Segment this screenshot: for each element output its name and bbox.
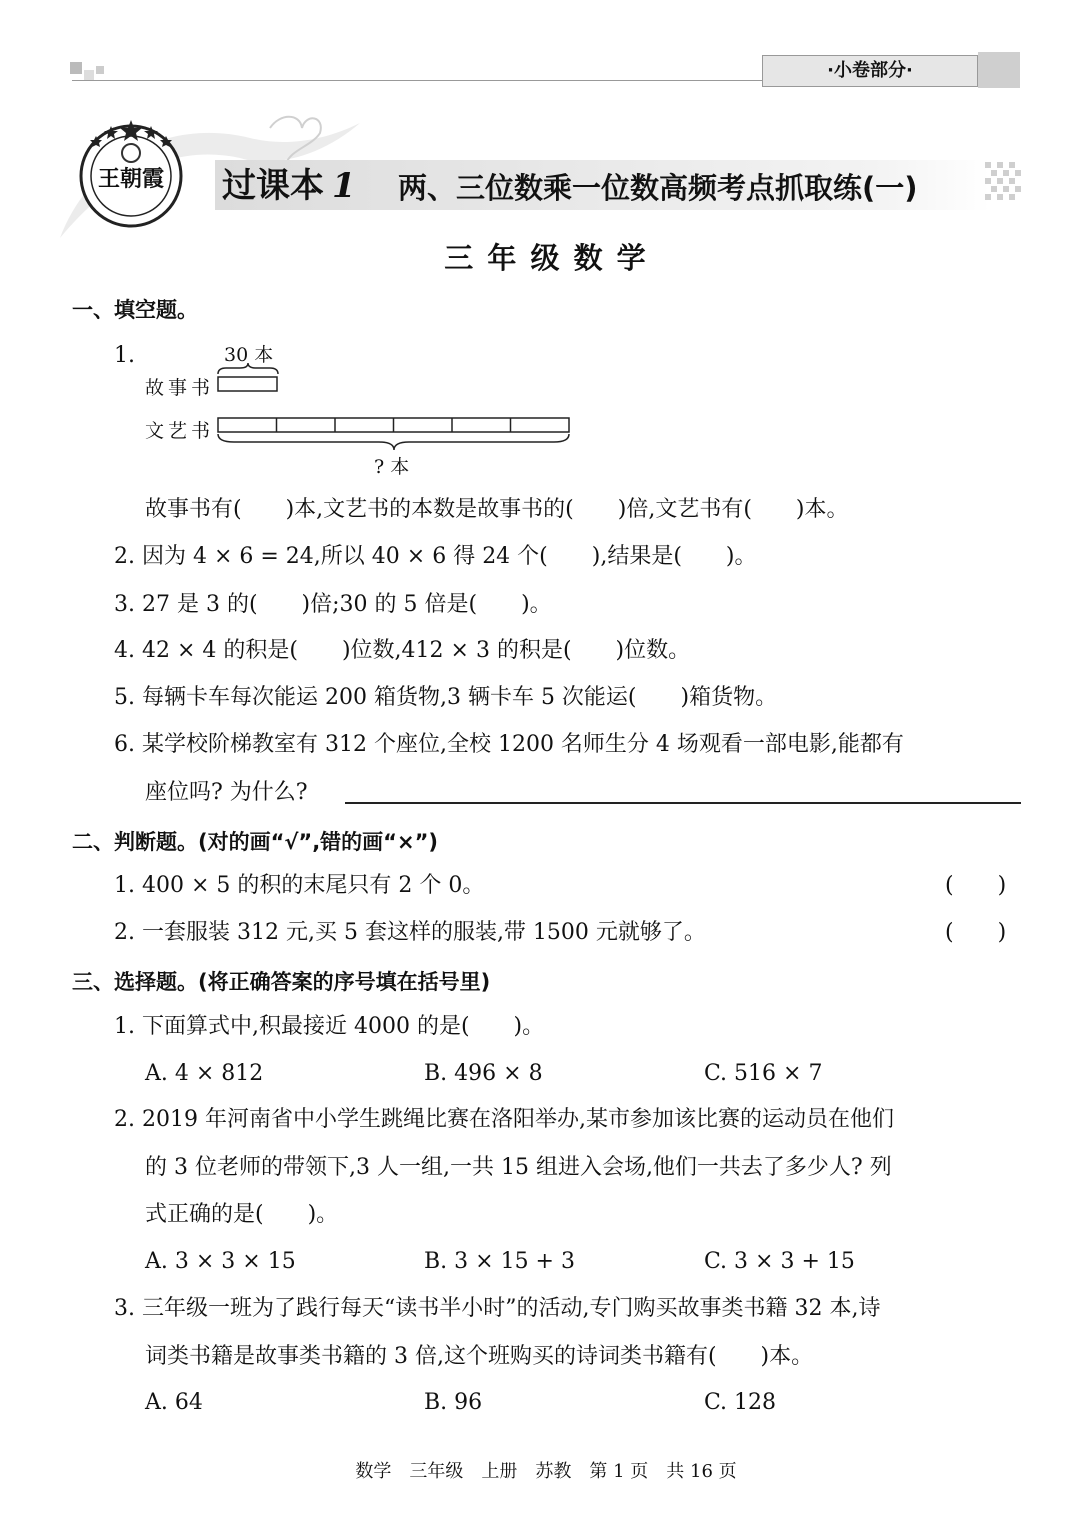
corner-decoration [70, 62, 82, 74]
q4-text: 4. 42 × 4 的积是( )位数,412 × 3 的积是( )位数。 [114, 638, 691, 663]
mc-q2-option-a[interactable]: A. 3 × 3 × 15 [145, 1249, 296, 1274]
q6-line1: 6. 某学校阶梯教室有 312 个座位,全校 1200 名师生分 4 场观看一部电影,能都有 [114, 732, 904, 757]
tf-q2-text: 2. 一套服装 312 元,买 5 套这样的服装,带 1500 元就够了。 [114, 920, 706, 945]
q2-text: 2. 因为 4 × 6 = 24,所以 40 × 6 得 24 个( ),结果是( )。 [114, 544, 757, 569]
mc-q3-option-a[interactable]: A. 64 [145, 1390, 203, 1415]
corner-decoration [84, 70, 94, 80]
section-title-choice: 三、选择题。(将正确答案的序号填在括号里) [72, 970, 491, 994]
mc-q2-line2: 的 3 位老师的带领下,3 人一组,一共 15 组进入会场,他们一共去了多少人? 列 [145, 1155, 892, 1180]
diagram-top-note: 30 本 [224, 344, 274, 366]
q5-text: 5. 每辆卡车每次能运 200 箱货物,3 辆卡车 5 次能运( )箱货物。 [114, 685, 778, 710]
q6-answer-line[interactable] [345, 802, 1021, 804]
story-bar [218, 377, 277, 391]
mc-q2-line1: 2. 2019 年河南省中小学生跳绳比赛在洛阳举办,某市参加该比赛的运动员在他们 [114, 1107, 894, 1132]
logo-seal-icon [76, 118, 186, 228]
section-title-fill-blank: 一、填空题。 [72, 298, 198, 322]
section-title-true-false: 二、判断题。(对的画“√”,错的画“×”) [72, 830, 438, 854]
mc-q3-line1: 3. 三年级一班为了践行每天“读书半小时”的活动,专门购买故事类书籍 32 本,诗 [114, 1296, 881, 1321]
page-footer: 数学 三年级 上册 苏教 第 1 页 共 16 页 [355, 1461, 737, 1482]
q1-number: 1. [114, 343, 135, 368]
mc-q1-option-c[interactable]: C. 516 × 7 [704, 1061, 823, 1086]
q3-text: 3. 27 是 3 的( )倍;30 的 5 倍是( )。 [114, 592, 552, 617]
page-subtitle: 三 年 级 数 学 [444, 241, 648, 275]
tf-q1-bracket[interactable]: ( ) [945, 873, 1007, 898]
corner-decoration [96, 66, 104, 74]
q1-text: 故事书有( )本,文艺书的本数是故事书的( )倍,文艺书有( )本。 [145, 497, 849, 522]
bar-diagram [214, 362, 579, 457]
diagram-bottom-note: ? 本 [374, 456, 410, 478]
mc-q1-option-a[interactable]: A. 4 × 812 [145, 1061, 264, 1086]
mc-q2-option-c[interactable]: C. 3 × 3 + 15 [704, 1249, 855, 1274]
lesson-title: 两、三位数乘一位数高频考点抓取练(一) [398, 171, 918, 205]
lesson-number: 1 [332, 166, 356, 206]
lesson-label: 过课本 [222, 166, 324, 206]
diagram-label-art: 文艺书 [145, 420, 215, 442]
logo-text: 王朝霞 [97, 166, 165, 192]
mc-q2-line3: 式正确的是( )。 [145, 1202, 339, 1227]
mc-q3-option-c[interactable]: C. 128 [704, 1390, 777, 1415]
tf-q2-bracket[interactable]: ( ) [945, 920, 1007, 945]
tf-q1-text: 1. 400 × 5 的积的末尾只有 2 个 0。 [114, 873, 485, 898]
tag-shade [978, 52, 1020, 88]
mc-q2-option-b[interactable]: B. 3 × 15 + 3 [424, 1249, 575, 1274]
banner-dots [985, 162, 1029, 208]
mc-q3-line2: 词类书籍是故事类书籍的 3 倍,这个班购买的诗词类书籍有( )本。 [145, 1344, 814, 1369]
mc-q1-option-b[interactable]: B. 496 × 8 [424, 1061, 543, 1086]
mc-q1-text: 1. 下面算式中,积最接近 4000 的是( )。 [114, 1014, 545, 1039]
q6-line2: 座位吗? 为什么? [145, 780, 308, 805]
section-tag: ·小卷部分· [762, 55, 978, 87]
mc-q3-option-b[interactable]: B. 96 [424, 1390, 483, 1415]
diagram-label-story: 故事书 [145, 377, 215, 399]
